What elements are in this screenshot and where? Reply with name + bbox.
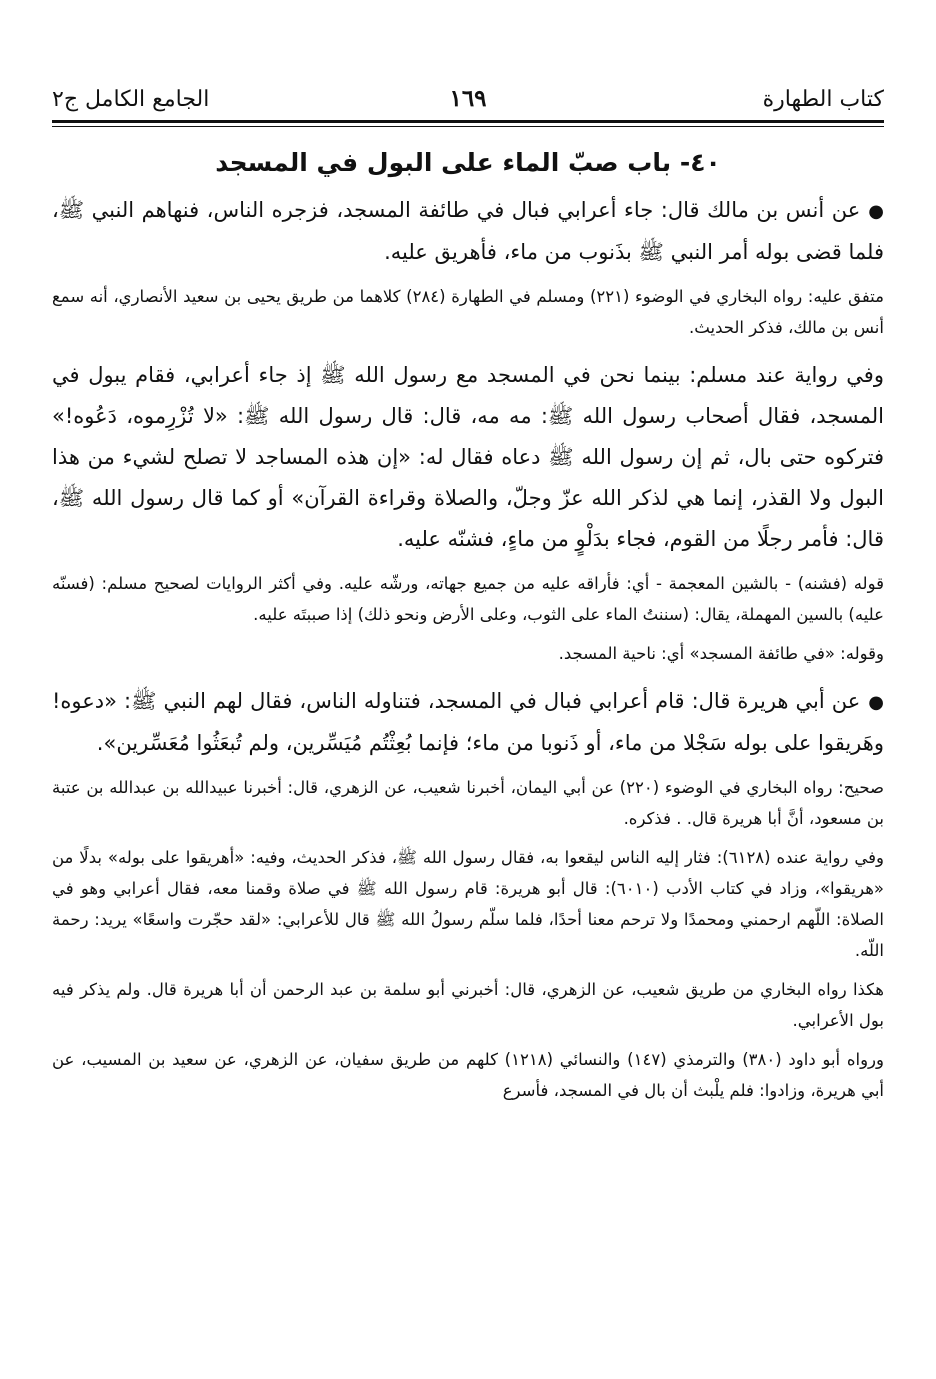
commentary-paragraph: متفق عليه: رواه البخاري في الوضوء (٢٢١) ومسلم في الطهارة (٢٨٤) كلاهما من طريق يحيى بن سعيد الأنصاري، أنه سمع أنس بن مالك، فذكر الحديث. bbox=[52, 287, 885, 337]
hadith-text: عن أنس بن مالك قال: جاء أعرابي فبال في طائفة المسجد، فزجره الناس، فنهاهم النبي ﷺ، فلما قضى بوله أمر النبي ﷺ بذَنوب من ماء، فأهريق عليه. bbox=[52, 198, 884, 264]
page-body bbox=[52, 138, 884, 1106]
commentary-paragraph: وقوله: «في طائفة المسجد» أي: ناحية المسجد. bbox=[558, 644, 884, 663]
hadith-paragraph bbox=[52, 681, 884, 764]
chapter-title: ٤٠- باب صبّ الماء على البول في المسجد bbox=[215, 148, 721, 177]
bullet-icon: ● bbox=[868, 201, 884, 222]
header-volume-title: الجامع الكامل ج٢ bbox=[52, 87, 210, 112]
running-header bbox=[52, 72, 884, 112]
commentary-paragraph: قوله (فشنه) - بالشين المعجمة - أي: فأراقه عليه من جميع جهاته، ورشّه عليه. وفي أكثر الروايات لصحيح مسلم: (فسنّه عليه) بالسين المهملة، يقال: (سننتُ الماء على الثوب، وعلى الأرض ونحو ذلك) إذا صببتَه عليه. bbox=[52, 574, 884, 624]
header-rule-thin bbox=[52, 126, 884, 127]
commentary-paragraph: وفي رواية عنده (٦١٢٨): فثار إليه الناس ليقعوا به، فقال رسول الله ﷺ، فذكر الحديث، وفيه: «أهريقوا على بوله» بدلًا من «هريقوا»، وزاد في كتاب الأدب (٦٠١٠): قال أبو هريرة: قام رسول الله ﷺ في صلاة وقمنا معه، فقال أعرابي وهو في الصلاة: اللّهم ارحمني ومحمدًا ولا ترحم معنا أحدًا، فلما سلّم رسولُ الله ﷺ قال للأعرابي: «لقد حجّرت واسعًا» يريد: رحمة اللّه. bbox=[52, 848, 885, 960]
page-number: ١٦٩ bbox=[449, 85, 487, 112]
bullet-icon: ● bbox=[868, 692, 884, 713]
hadith-text: عن أبي هريرة قال: قام أعرابي فبال في المسجد، فتناوله الناس، فقال لهم النبي ﷺ: «دعوه! وهَريقوا على بوله سَجْلا من ماء، أو ذَنوبا من ماء؛ فإنما بُعِثْتُم مُيَسِّرين، ولم تُبعَثُوا مُعَسِّرين». bbox=[52, 689, 884, 755]
commentary-paragraph: صحيح: رواه البخاري في الوضوء (٢٢٠) عن أبي اليمان، أخبرنا شعيب، عن الزهري، قال: أخبرنا عبيدالله بن عبدالله بن عتبة بن مسعود، أنَّ أبا هريرة قال. . فذكره. bbox=[52, 778, 885, 828]
header-book-title: كتاب الطهارة bbox=[762, 87, 884, 112]
commentary-paragraph: ورواه أبو داود (٣٨٠) والترمذي (١٤٧) والنسائي (١٢١٨) كلهم من طريق سفيان، عن الزهري، عن سعيد بن المسيب، عن أبي هريرة، وزادوا: فلم يلْبث أن بال في المسجد، فأسرع bbox=[52, 1050, 884, 1100]
hadith-paragraph: وفي رواية عند مسلم: بينما نحن في المسجد مع رسول الله ﷺ إذ جاء أعرابي، فقام يبول في المسجد، فقال أصحاب رسول الله ﷺ: مه مه، قال: قال رسول الله ﷺ: «لا تُزْرِموه، دَعُوه!» فتركوه حتى بال، ثم إن رسول الله ﷺ دعاه فقال له: «إن هذه المساجد لا تصلح لشيء من هذا البول ولا القذر، إنما هي لذكر الله عزّ وجلّ، والصلاة وقراءة القرآن» أو كما قال رسول الله ﷺ، قال: فأمر رجلًا من القوم، فجاء بدَلْوٍ من ماءٍ، فشنّه عليه. bbox=[52, 363, 884, 551]
header-rule-thick bbox=[52, 120, 884, 123]
hadith-paragraph bbox=[52, 190, 884, 273]
commentary-paragraph: هكذا رواه البخاري من طريق شعيب، عن الزهري، قال: أخبرني أبو سلمة بن عبد الرحمن أن أبا هريرة قال. ولم يذكر فيه بول الأعرابي. bbox=[52, 980, 884, 1030]
